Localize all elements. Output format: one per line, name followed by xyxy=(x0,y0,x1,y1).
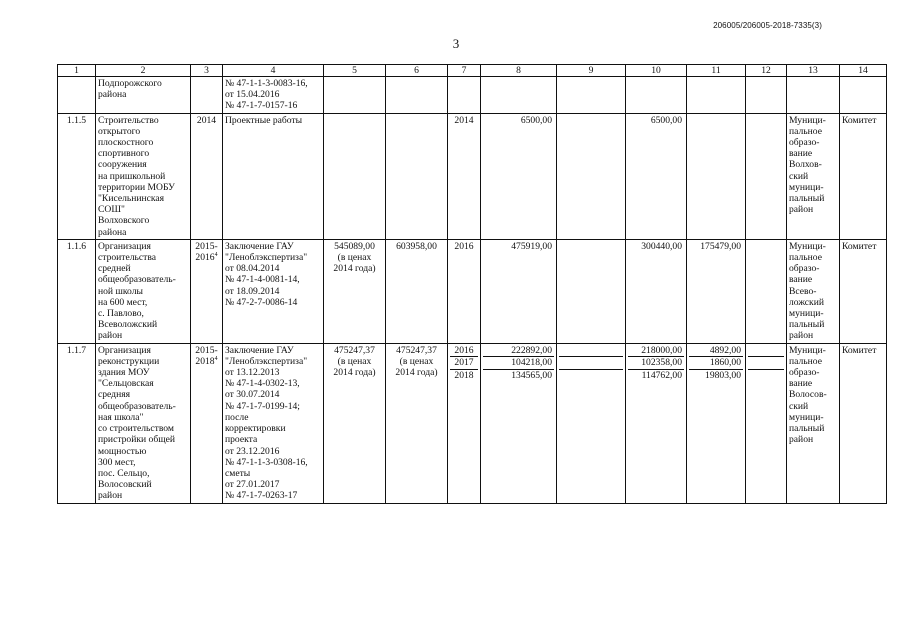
current-cost xyxy=(386,343,448,503)
object-name xyxy=(96,113,191,239)
object-name-line: "Кисельнинская xyxy=(98,193,165,205)
header-cell: 6 xyxy=(386,65,448,77)
municipality xyxy=(787,343,840,503)
header-cell: 12 xyxy=(746,65,787,77)
estimated-cost-line: (в ценах xyxy=(337,355,372,367)
object-name-line: общеобразователь- xyxy=(98,274,176,286)
local-amount xyxy=(687,343,746,503)
object-name-line: района xyxy=(98,89,127,101)
estimated-cost xyxy=(324,113,386,239)
agency-cell: Комитет xyxy=(840,239,887,343)
regional-amount xyxy=(626,239,687,343)
object-name-line: район xyxy=(98,490,123,502)
regional-amount-value: 218000,00 xyxy=(628,345,684,358)
year xyxy=(448,239,481,343)
object-name-line: с. Павлово, xyxy=(98,308,144,320)
regional-amount xyxy=(626,343,687,503)
empty-cell xyxy=(746,77,787,114)
header-row xyxy=(58,65,887,77)
object-name-line: спортивного xyxy=(98,148,150,160)
total-amount-value: 134565,00 xyxy=(511,369,552,381)
agency-cell: Комитет xyxy=(840,113,887,239)
object-name-line: плоскостного xyxy=(98,137,154,149)
header-cell: 4 xyxy=(223,65,324,77)
estimated-cost-line: 2014 года) xyxy=(333,263,376,275)
footnote-mark: 4 xyxy=(214,251,218,258)
col12-amount-value xyxy=(748,241,784,254)
document-cell-line: от 27.01.2017 xyxy=(225,479,280,491)
municipality-line: пальный xyxy=(789,423,825,435)
municipality-line: район xyxy=(789,434,814,446)
empty-cell xyxy=(557,77,626,114)
document-cell-line: Заключение ГАУ xyxy=(225,344,294,356)
municipality-line: Муници- xyxy=(789,114,826,126)
continuation-row xyxy=(58,77,887,114)
object-name-line: на 600 мест, xyxy=(98,296,148,308)
empty-cell xyxy=(481,77,557,114)
agency-cell: Комитет xyxy=(840,343,887,503)
period-cell xyxy=(191,77,223,114)
document-cell-line: № 47-1-1-3-0083-16, xyxy=(225,78,308,89)
document-cell-line: № 47-2-7-0086-14 xyxy=(225,296,298,308)
municipality-line: ский xyxy=(789,170,809,182)
estimated-cost xyxy=(324,239,386,343)
local-amount xyxy=(687,113,746,239)
total-amount xyxy=(481,113,557,239)
empty-cell xyxy=(324,77,386,114)
municipality-line: пальный xyxy=(789,193,825,205)
municipality-line: Всево- xyxy=(789,285,817,297)
regional-amount-value: 6500,00 xyxy=(650,114,682,126)
total-amount xyxy=(481,343,557,503)
municipality xyxy=(787,239,840,343)
row-number: 1.1.5 xyxy=(58,113,96,239)
col9-amount xyxy=(557,239,626,343)
municipality-line: Муници- xyxy=(789,240,826,252)
document-cell-line: от 23.12.2016 xyxy=(225,445,280,457)
document-cell-line: после xyxy=(225,411,249,423)
empty-cell xyxy=(687,77,746,114)
object-name-line: открытого xyxy=(98,125,141,137)
year-value: 2016 xyxy=(450,345,478,358)
municipality-line: образо- xyxy=(789,367,820,379)
document-cell-line: "Леноблэкспертиза" xyxy=(225,252,308,264)
estimated-cost xyxy=(324,343,386,503)
col9-amount xyxy=(557,113,626,239)
document-cell-line: № 47-1-7-0263-17 xyxy=(225,490,298,502)
num-cell xyxy=(58,77,96,114)
document-cell-line: от 18.09.2014 xyxy=(225,285,280,297)
document-cell-line: Заключение ГАУ xyxy=(225,240,294,252)
empty-cell xyxy=(840,77,887,114)
year-value: 2017 xyxy=(450,357,478,370)
header-cell: 3 xyxy=(191,65,223,77)
current-cost-line: 2014 года) xyxy=(395,367,438,379)
header-cell: 7 xyxy=(448,65,481,77)
object-name-line: Организация xyxy=(98,344,151,356)
object-name-line: средняя xyxy=(98,389,131,401)
total-amount-value: 475919,00 xyxy=(511,240,552,252)
document-cell-line: № 47-1-1-3-0308-16, xyxy=(225,456,308,468)
header-cell: 14 xyxy=(840,65,887,77)
municipality xyxy=(787,113,840,239)
page-number: 3 xyxy=(452,36,460,51)
municipality-line: Волхов- xyxy=(789,159,822,171)
empty-cell xyxy=(787,77,840,114)
col9-amount-value xyxy=(559,345,623,358)
col12-amount-value xyxy=(748,345,784,358)
local-amount-value: 175479,00 xyxy=(700,240,741,252)
table-row xyxy=(58,113,887,239)
document-cell-line: № 47-1-7-0157-16 xyxy=(225,100,298,112)
footnote-mark: 4 xyxy=(214,355,218,362)
document-cell-line: № 47-1-4-0081-14, xyxy=(225,274,300,286)
document-cell-line: корректировки xyxy=(225,423,286,435)
document-id: 206005/206005-2018-7335(3) xyxy=(713,21,822,30)
municipality-line: пальное xyxy=(789,252,822,264)
document-cell-line: от 15.04.2016 xyxy=(225,89,280,101)
year-value: 2014 xyxy=(454,114,474,126)
document-cell-line: от 13.12.2013 xyxy=(225,367,280,379)
period-text: 2014 xyxy=(196,114,217,126)
municipality-line: муници- xyxy=(789,411,824,423)
period-cell xyxy=(191,113,223,239)
document-cell-line: "Леноблэкспертиза" xyxy=(225,355,308,367)
total-amount-value: 104218,00 xyxy=(483,357,554,370)
estimated-cost-line: 475247,37 xyxy=(334,344,375,356)
regional-amount-value: 114762,00 xyxy=(641,369,682,381)
year xyxy=(448,113,481,239)
object-name-line: "Сельцовская xyxy=(98,378,154,390)
col12-amount xyxy=(746,239,787,343)
total-amount xyxy=(481,239,557,343)
empty-cell xyxy=(448,77,481,114)
program-table xyxy=(57,64,887,504)
object-name-line: ной школы xyxy=(98,285,143,297)
document-cell-line: от 08.04.2014 xyxy=(225,263,280,275)
document-cell xyxy=(223,113,324,239)
municipality-line: образо- xyxy=(789,263,820,275)
regional-amount-value: 102358,00 xyxy=(628,357,684,370)
municipality-line: образо- xyxy=(789,137,820,149)
empty-cell xyxy=(626,77,687,114)
header-cell: 10 xyxy=(626,65,687,77)
object-name xyxy=(96,77,191,114)
document-cell-line: № 47-1-4-0302-13, xyxy=(225,378,300,390)
col9-amount xyxy=(557,343,626,503)
municipality-line: ский xyxy=(789,400,809,412)
estimated-cost-line: (в ценах xyxy=(337,252,372,264)
object-name-line: Волосовский xyxy=(98,479,152,491)
object-name-line: пос. Сельцо, xyxy=(98,467,150,479)
municipality-line: пальное xyxy=(789,355,822,367)
municipality-line: пальный xyxy=(789,319,825,331)
object-name-line: Подпорожского xyxy=(98,78,162,89)
municipality-line: муници- xyxy=(789,308,824,320)
row-number: 1.1.6 xyxy=(58,239,96,343)
empty-cell xyxy=(386,77,448,114)
header-cell: 2 xyxy=(96,65,191,77)
object-name xyxy=(96,343,191,503)
document-cell-line: Проектные работы xyxy=(225,114,303,126)
row-number: 1.1.7 xyxy=(58,343,96,503)
header-cell: 8 xyxy=(481,65,557,77)
object-name-line: здания МОУ xyxy=(98,367,150,379)
col9-amount-value xyxy=(559,370,623,383)
document-cell-line: от 30.07.2014 xyxy=(225,389,280,401)
local-amount-value: 4892,00 xyxy=(689,345,743,358)
object-name-line: территории МОБУ xyxy=(98,181,175,193)
municipality-line: район xyxy=(789,330,814,342)
municipality-line: Муници- xyxy=(789,344,826,356)
local-amount-value: 1860,00 xyxy=(689,357,743,370)
regional-amount-value: 300440,00 xyxy=(641,240,682,252)
local-amount xyxy=(687,239,746,343)
object-name-line: пристройки общей xyxy=(98,434,176,446)
total-amount-value: 222892,00 xyxy=(483,345,554,358)
current-cost xyxy=(386,239,448,343)
header-cell: 9 xyxy=(557,65,626,77)
current-cost-line: (в ценах xyxy=(399,355,434,367)
municipality-line: вание xyxy=(789,274,813,286)
current-cost-line: 603958,00 xyxy=(396,240,437,252)
object-name-line: строительства xyxy=(98,252,157,264)
col9-amount-value xyxy=(559,241,623,254)
municipality-line: пальное xyxy=(789,125,822,137)
municipality-line: вание xyxy=(789,378,813,390)
object-name-line: 300 мест, xyxy=(98,456,136,468)
object-name-line: Волховского xyxy=(98,215,150,227)
municipality-line: район xyxy=(789,204,814,216)
document-cell xyxy=(223,77,324,114)
document-cell xyxy=(223,343,324,503)
object-name-line: сооружения xyxy=(98,159,147,171)
period-text: 2015-2018 xyxy=(195,344,218,367)
object-name-line: со строительством xyxy=(98,423,174,435)
local-amount-value xyxy=(689,115,743,128)
document-cell xyxy=(223,239,324,343)
period-cell xyxy=(191,343,223,503)
total-amount-value: 6500,00 xyxy=(520,114,552,126)
object-name xyxy=(96,239,191,343)
header-cell: 13 xyxy=(787,65,840,77)
municipality-line: муници- xyxy=(789,181,824,193)
col12-amount-value xyxy=(748,370,784,383)
document-cell-line: проекта xyxy=(225,434,258,446)
object-name-line: район xyxy=(98,330,123,342)
header-cell: 5 xyxy=(324,65,386,77)
object-name-line: Строительство xyxy=(98,114,159,126)
object-name-line: общеобразователь- xyxy=(98,400,176,412)
object-name-line: ная школа" xyxy=(98,411,144,423)
col12-amount xyxy=(746,343,787,503)
municipality-line: Волосов- xyxy=(789,389,827,401)
municipality-line: ложский xyxy=(789,296,824,308)
header-cell: 1 xyxy=(58,65,96,77)
object-name-line: на пришкольной xyxy=(98,170,166,182)
col12-amount-value xyxy=(748,357,784,370)
document-cell-line: № 47-1-7-0199-14; xyxy=(225,400,300,412)
year-value: 2016 xyxy=(454,240,474,252)
table-row xyxy=(58,343,887,503)
estimated-cost-line: 2014 года) xyxy=(333,367,376,379)
local-amount-value: 19803,00 xyxy=(705,369,741,381)
period-text: 2015-2016 xyxy=(195,240,218,264)
object-name-line: реконструкции xyxy=(98,355,160,367)
col9-amount-value xyxy=(559,115,623,128)
object-name-line: Организация xyxy=(98,240,151,252)
estimated-cost-line: 545089,00 xyxy=(334,240,375,252)
year xyxy=(448,343,481,503)
col9-amount-value xyxy=(559,357,623,370)
period-cell xyxy=(191,239,223,343)
municipality-line: вание xyxy=(789,148,813,160)
col12-amount-value xyxy=(748,115,784,128)
object-name-line: СОШ" xyxy=(98,204,125,216)
document-cell-line: сметы xyxy=(225,467,251,479)
object-name-line: Всеволожский xyxy=(98,319,158,331)
col12-amount xyxy=(746,113,787,239)
object-name-line: мощностью xyxy=(98,445,147,457)
current-cost-line: 475247,37 xyxy=(396,344,437,356)
object-name-line: района xyxy=(98,226,127,238)
header-cell: 11 xyxy=(687,65,746,77)
table-row xyxy=(58,239,887,343)
regional-amount xyxy=(626,113,687,239)
object-name-line: средней xyxy=(98,263,131,275)
current-cost xyxy=(386,113,448,239)
year-value: 2018 xyxy=(454,369,474,381)
